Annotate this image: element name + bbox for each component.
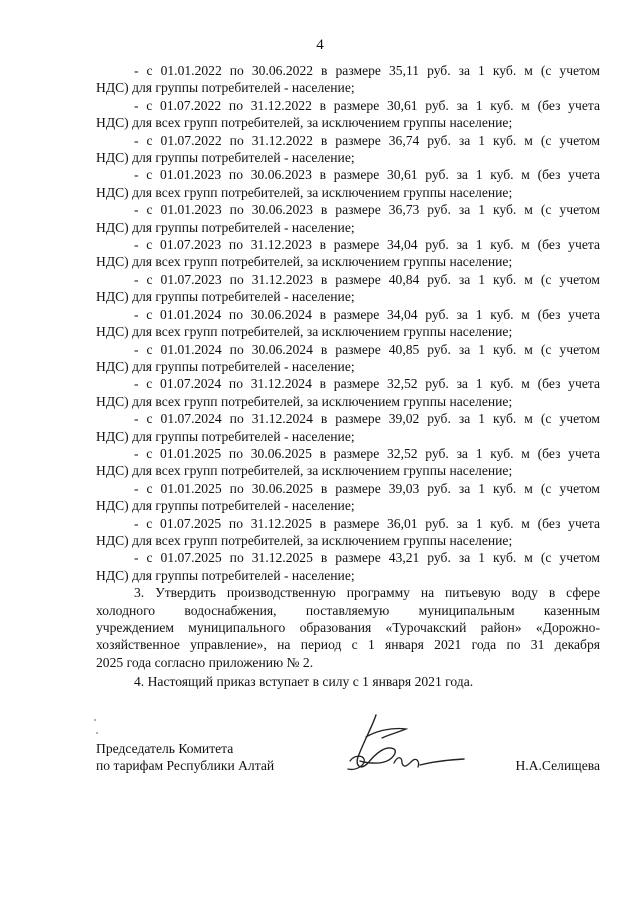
tariff-item xyxy=(96,341,600,376)
tariff-item xyxy=(96,410,600,445)
signatory-title-line: Председатель Комитета xyxy=(96,741,234,756)
tariff-item xyxy=(96,480,600,515)
text-line: НДС) для всех групп потребителей, за исключением группы население; xyxy=(96,393,513,409)
clause-3 xyxy=(96,584,600,671)
text-line: - с 01.07.2024 по 31.12.2024 в размере 32,52 руб. за 1 куб. м (без учета xyxy=(134,376,600,392)
text-line: - с 01.01.2023 по 30.06.2023 в размере 36,73 руб. за 1 куб. м (с учетом xyxy=(134,202,600,218)
text-line: НДС) для группы потребителей - население; xyxy=(96,80,355,96)
tariff-item xyxy=(96,549,600,584)
tariff-item xyxy=(96,271,600,306)
text-line: НДС) для группы потребителей - население; xyxy=(96,498,355,514)
text-line: - с 01.01.2025 по 30.06.2025 в размере 39,03 руб. за 1 куб. м (с учетом xyxy=(134,480,600,496)
text-line: НДС) для всех групп потребителей, за исключением группы население; xyxy=(96,324,513,340)
text-line: НДС) для группы потребителей - население; xyxy=(96,289,355,305)
clause-4 xyxy=(96,673,600,690)
text-line: НДС) для группы потребителей - население; xyxy=(96,219,355,235)
text-line: - с 01.01.2022 по 30.06.2022 в размере 35,11 руб. за 1 куб. м (с учетом xyxy=(134,63,600,78)
text-line: - с 01.01.2024 по 30.06.2024 в размере 34,04 руб. за 1 куб. м (без учета xyxy=(134,306,600,322)
tariff-item xyxy=(96,201,600,236)
signatory-name: Н.А.Селищева xyxy=(515,758,600,773)
scan-speck xyxy=(96,732,98,734)
tariff-item xyxy=(96,236,600,271)
text-line: - с 01.01.2024 по 30.06.2024 в размере 40,85 руб. за 1 куб. м (с учетом xyxy=(134,341,600,357)
text-line: - с 01.07.2024 по 31.12.2024 в размере 39,02 руб. за 1 куб. м (с учетом xyxy=(134,411,600,427)
page-number: 4 xyxy=(316,37,324,53)
text-line: учреждением муниципального образования «Турочакский район» «Дорожно- xyxy=(96,620,600,635)
tariff-item xyxy=(96,375,600,410)
text-line: НДС) для всех групп потребителей, за исключением группы население; xyxy=(96,184,513,200)
signatory-title-line: по тарифам Республики Алтай xyxy=(96,758,275,774)
document-body xyxy=(96,62,600,691)
scan-speck xyxy=(94,719,96,721)
tariff-item xyxy=(96,306,600,341)
text-line: НДС) для всех групп потребителей, за исключением группы население; xyxy=(96,463,513,479)
text-line: холодного водоснабжения, поставляемую муниципальным казенным xyxy=(96,602,600,618)
text-line: НДС) для группы потребителей - население; xyxy=(96,428,355,444)
text-line: - с 01.07.2022 по 31.12.2022 в размере 36,74 руб. за 1 куб. м (с учетом xyxy=(134,132,600,148)
text-line: 3. Утвердить производственную программу на питьевую воду в сфере xyxy=(134,585,600,601)
text-line: 4. Настоящий приказ вступает в силу с 1 января 2021 года. xyxy=(134,674,474,690)
signatory-title xyxy=(96,740,274,775)
text-line: - с 01.07.2023 по 31.12.2023 в размере 40,84 руб. за 1 куб. м (с учетом xyxy=(134,271,600,287)
tariff-item xyxy=(96,515,600,550)
signature-block xyxy=(96,740,600,800)
text-line: хозяйственное управление», на период с 1 января 2021 года по 31 декабря xyxy=(96,637,600,653)
handwritten-signature xyxy=(336,705,486,780)
text-line: - с 01.07.2022 по 31.12.2022 в размере 30,61 руб. за 1 куб. м (без учета xyxy=(134,97,600,113)
text-line: НДС) для группы потребителей - население; xyxy=(96,358,355,374)
tariff-item xyxy=(96,132,600,167)
tariff-item xyxy=(96,62,600,97)
text-line: НДС) для всех групп потребителей, за исключением группы население; xyxy=(96,115,513,131)
text-line: НДС) для группы потребителей - население; xyxy=(96,567,355,583)
text-line: НДС) для всех групп потребителей, за исключением группы население; xyxy=(96,254,513,270)
tariff-item xyxy=(96,445,600,480)
text-line: - с 01.01.2023 по 30.06.2023 в размере 30,61 руб. за 1 куб. м (без учета xyxy=(134,167,600,183)
text-line: - с 01.07.2025 по 31.12.2025 в размере 43,21 руб. за 1 куб. м (с учетом xyxy=(134,550,600,566)
tariff-item xyxy=(96,97,600,132)
text-line: - с 01.01.2025 по 30.06.2025 в размере 32,52 руб. за 1 куб. м (без учета xyxy=(134,445,600,461)
text-line: - с 01.07.2025 по 31.12.2025 в размере 36,01 руб. за 1 куб. м (без учета xyxy=(134,515,600,531)
text-line: 2025 года согласно приложению № 2. xyxy=(96,654,314,670)
tariff-item xyxy=(96,166,600,201)
text-line: - с 01.07.2023 по 31.12.2023 в размере 34,04 руб. за 1 куб. м (без учета xyxy=(134,237,600,253)
text-line: НДС) для группы потребителей - население; xyxy=(96,150,355,166)
text-line: НДС) для всех групп потребителей, за исключением группы население; xyxy=(96,532,513,548)
